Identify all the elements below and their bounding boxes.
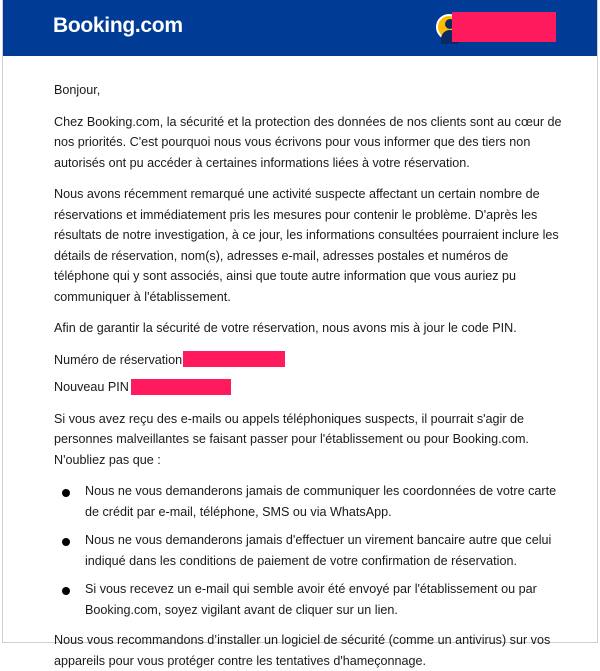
booking-logo[interactable]: Booking.com bbox=[53, 14, 183, 37]
new-pin-label: Nouveau PIN bbox=[54, 380, 129, 394]
list-item: Si vous recevez un e-mail qui semble avoir été envoyé par l'établissement ou par Booking.com, soyez vigilant avant de cliquer sur un lien. bbox=[54, 579, 564, 620]
bullet-icon bbox=[62, 489, 70, 497]
email-body bbox=[3, 56, 564, 671]
new-pin-row bbox=[54, 377, 564, 398]
paragraph-intro: Chez Booking.com, la sécurité et la protection des données de nos clients sont au cœur de nos priorités. C'est pourquoi nous vous écrivons pour vous informer que des tiers non autorisés ont pu accéder à certaines informations liées à votre réservation. bbox=[54, 114, 562, 170]
paragraph-closing: Nous vous recommandons d’installer un logiciel de sécurité (comme un antivirus) sur vos appareils pour vous protéger contre les tentatives d'hameçonnage. bbox=[54, 633, 551, 668]
bullet-icon bbox=[62, 587, 70, 595]
redacted-reservation-number bbox=[183, 351, 285, 367]
greeting: Bonjour, bbox=[54, 83, 101, 97]
paragraph-incident: Nous avons récemment remarqué une activité suspecte affectant un certain nombre de réservations et immédiatement pris les mesures pour contenir le problème. D'après les résultats de notre investigation, à ce jour, les informations consultées pourraient inclure les détails de réservation, nom(s), adresses e-mail, adresses postales et numéros de téléphone qui y sont associés, ainsi que toute autre information que vous auriez pu communiquer à l'établissement. bbox=[54, 187, 559, 304]
email-frame bbox=[2, 0, 598, 668]
list-item: Nous ne vous demanderons jamais d'effectuer un virement bancaire autre que celui indiqué dans les conditions de paiement de votre confirmation de réservation. bbox=[54, 530, 564, 571]
reservation-number-row bbox=[54, 350, 564, 371]
email-header bbox=[3, 0, 597, 56]
redacted-new-pin bbox=[131, 379, 231, 395]
paragraph-pin-update: Afin de garantir la sécurité de votre réservation, nous avons mis à jour le code PIN. bbox=[54, 321, 517, 335]
redacted-user-name bbox=[452, 12, 556, 42]
bullet-icon bbox=[62, 538, 70, 546]
list-item: Nous ne vous demanderons jamais de communiquer les coordonnées de votre carte de crédit par e-mail, téléphone, SMS ou via WhatsApp. bbox=[54, 481, 564, 522]
paragraph-warning: Si vous avez reçu des e-mails ou appels téléphoniques suspects, il pourrait s'agir de personnes malveillantes se faisant passer pour l'établissement ou pour Booking.com. N'oubliez pas que : bbox=[54, 411, 529, 467]
reservation-number-label: Numéro de réservation bbox=[54, 352, 183, 367]
safety-tips-list bbox=[54, 481, 564, 620]
